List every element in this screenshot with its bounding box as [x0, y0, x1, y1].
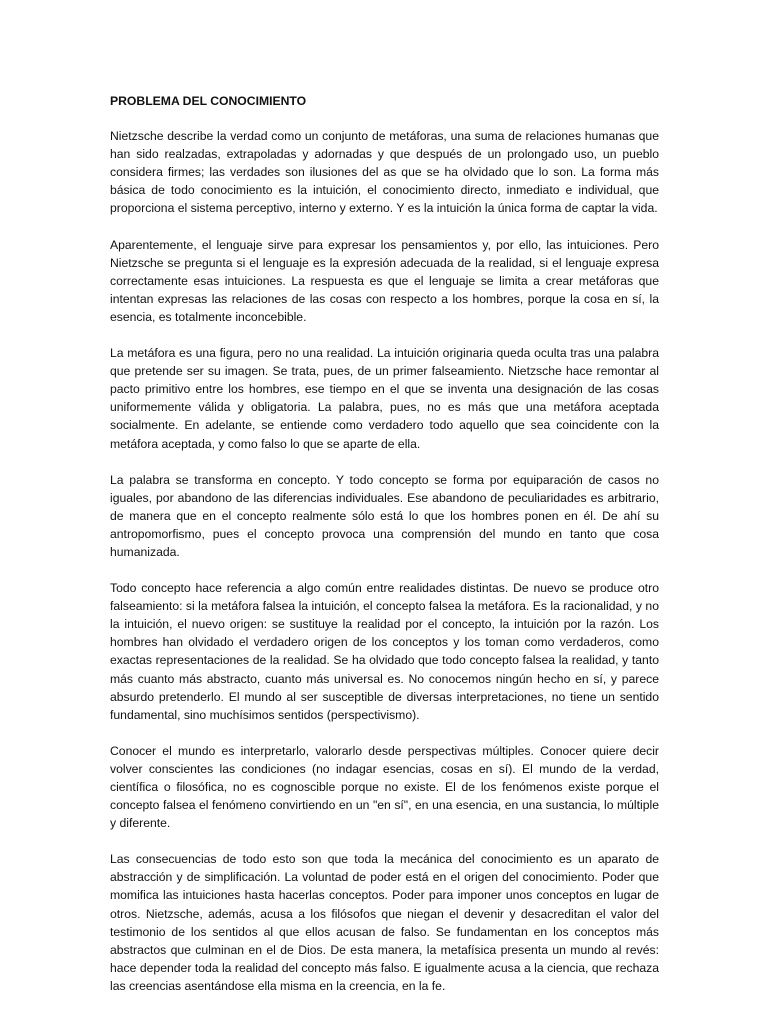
- paragraph-4: La palabra se transforma en concepto. Y todo concepto se forma por equiparación de casos no iguales, por abandono de las diferencias individuales. Ese abandono de peculiaridades es arbitrario, de manera que en el concepto realmente sólo está lo que los hombres ponen en él. De ahí su antropomorfismo, pues el concepto provoca una comprensión del mundo en tanto que cosa humanizada.: [110, 472, 659, 559]
- paragraph-5: Todo concepto hace referencia a algo común entre realidades distintas. De nuevo se produce otro falseamiento: si la metáfora falsea la intuición, el concepto falsea la metáfora. Es la racionalidad, y no la intuición, el nuevo origen: se sustituye la realidad por el concepto, la intuición por la razón. Los hombres han olvidado el verdadero origen de los conceptos y los toman como verdaderos, como exactas representaciones de la realidad. Se ha olvidado que todo concepto falsea la realidad, y tanto más cuanto más abstracto, cuanto más universal es. No conocemos ningún hecho en sí, y parece absurdo pretenderlo. El mundo al ser susceptible de diversas interpretaciones, no tiene un sentido fundamental, sino muchísimos sentidos (perspectivismo).: [110, 581, 659, 722]
- paragraph-2: Aparentemente, el lenguaje sirve para expresar los pensamientos y, por ello, las intuiciones. Pero Nietzsche se pregunta si el lenguaje es la expresión adecuada de la realidad, si el lenguaje expresa correctamente esas intuiciones. La respuesta es que el lenguaje se limita a crear metáforas que intentan expresas las relaciones de las cosas con respecto a los hombres, porque la cosa en sí, la esencia, es totalmente inconcebible.: [110, 237, 659, 324]
- paragraph-6: Conocer el mundo es interpretarlo, valorarlo desde perspectivas múltiples. Conocer quiere decir volver conscientes las condiciones (no indagar esencias, cosas en sí). El mundo de la verdad, científica o filosófica, no es cognoscible porque no existe. El de los fenómenos existe porque el concepto falsea el fenómeno convirtiendo en un "en sí", en una esencia, en una sustancia, lo múltiple y diferente.: [110, 743, 659, 831]
- document-body: [110, 92, 659, 995]
- paragraph-1: Nietzsche describe la verdad como un conjunto de metáforas, una suma de relaciones humanas que han sido realzadas, extrapoladas y adornadas y que después de un prolongado uso, un pueblo considera firmes; las verdades son ilusiones del as que se ha olvidado que lo son. La forma más básica de todo conocimiento es la intuición, el conocimiento directo, inmediato e individual, que proporciona el sistema perceptivo, interno y externo. Y es la intuición la única forma de captar la vida.: [110, 129, 659, 216]
- paragraph-3: La metáfora es una figura, pero no una realidad. La intuición originaria queda oculta tras una palabra que pretende ser su imagen. Se trata, pues, de un primer falseamiento. Nietzsche hace remontar al pacto primitivo entre los hombres, ese tiempo en el que se inventa una designación de las cosas uniformemente válida y obligatoria. La palabra, pues, no es más que una metáfora aceptada socialmente. En adelante, se entiende como verdadero todo aquello que sea coincidente con la metáfora aceptada, y como falso lo que se aparte de ella.: [110, 346, 659, 451]
- paragraph-7: Las consecuencias de todo esto son que toda la mecánica del conocimiento es un aparato de abstracción y de simplificación. La voluntad de poder está en el origen del conocimiento. Poder que momifica las intuiciones hasta hacerlas conceptos. Poder para imponer unos conceptos en lugar de otros. Nietzsche, además, acusa a los filósofos que niegan el devenir y desacreditan el valor del testimonio de los sentidos al que ellos acusan de falso. Se fundamentan en los conceptos más abstractos que culminan en el de Dios. De esta manera, la metafísica presenta un mundo al revés: hace depender toda la realidad del concepto más falso. E igualmente acusa a la ciencia, que rechaza las creencias asentándose ella misma en la creencia, en la fe.: [110, 852, 659, 993]
- document-title: PROBLEMA DEL CONOCIMIENTO: [110, 94, 307, 108]
